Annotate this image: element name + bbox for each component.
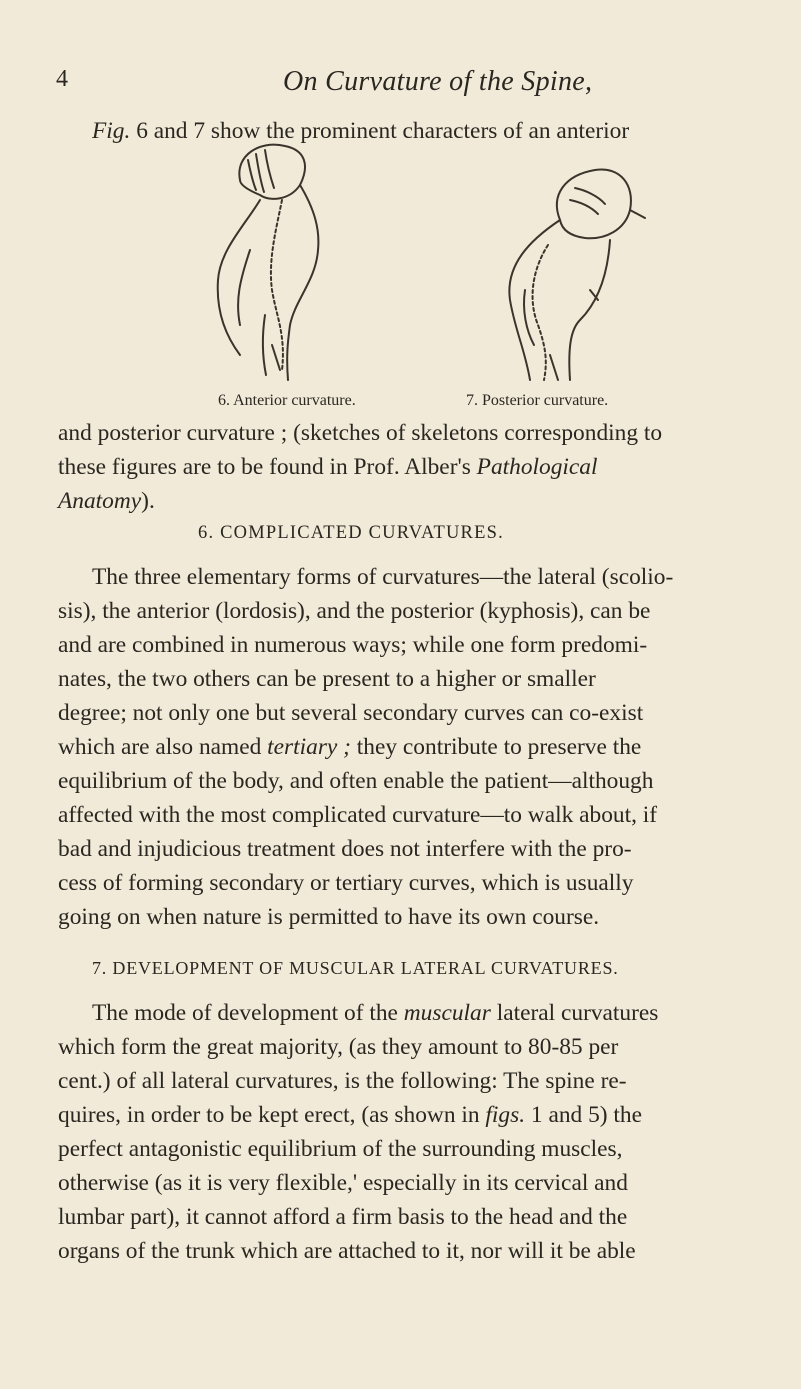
emphasis: tertiary ; [267,734,351,760]
text-line: which form the great majority, (as they amount to 80-85 per [58,1034,619,1060]
text-line: degree; not only one but several secondary curves can co-exist [58,700,644,726]
text-line: which are also named tertiary ; they contribute to preserve the [58,734,642,760]
text-line: going on when nature is permitted to have its own course. [58,904,600,930]
figure-7-caption: 7. Posterior curvature. [466,392,609,409]
emphasis: muscular [403,1000,491,1026]
text-line: The three elementary forms of curvatures—the lateral (scolio- [92,564,674,590]
text-line: and posterior curvature ; (sketches of skeletons corresponding to [58,420,663,446]
fig-reference: Fig. [92,118,131,144]
text-line: and are combined in numerous ways; while one form predomi- [58,632,648,658]
text-line: nates, the two others can be present to a higher or smaller [58,666,596,692]
figure-7-posterior-curvature [470,140,800,390]
text-line: otherwise (as it is very flexible,' especially in its cervical and [58,1170,628,1196]
text-line: The mode of development of the muscular lateral curvatures [92,1000,659,1026]
text-line: sis), the anterior (lordosis), and the posterior (kyphosis), can be [58,598,651,624]
figure-6-caption: 6. Anterior curvature. [218,392,356,409]
text-line: equilibrium of the body, and often enable the patient—although [58,768,654,794]
text-line: affected with the most complicated curvature—to walk about, if [58,802,658,828]
section-heading: 7. DEVELOPMENT OF MUSCULAR LATERAL CURVATURES. [92,958,619,978]
text-line: cent.) of all lateral curvatures, is the following: The spine re- [58,1068,627,1094]
emphasis: figs. [485,1102,526,1128]
intro-text: 6 and 7 show the prominent characters of an anterior [130,118,630,144]
text-line: quires, in order to be kept erect, (as shown in figs. 1 and 5) the [58,1102,642,1128]
text-line: lumbar part), it cannot afford a firm basis to the head and the [58,1204,628,1230]
running-header [0,66,801,106]
text-line: these figures are to be found in Prof. Alber's Pathological [58,454,598,480]
section-heading: 6. COMPLICATED CURVATURES. [198,523,504,543]
page-number: 4 [56,66,68,92]
text-line: Anatomy). [58,488,155,514]
book-title: Pathological [476,454,598,480]
text-line: bad and injudicious treatment does not interfere with the pro- [58,836,632,862]
running-title: On Curvature of the Spine, [283,66,593,97]
book-title: Anatomy [58,488,142,514]
text-line: cess of forming secondary or tertiary curves, which is usually [58,870,634,896]
text-line: perfect antagonistic equilibrium of the surrounding muscles, [58,1136,623,1162]
text-line: organs of the trunk which are attached to it, nor will it be able [58,1238,636,1264]
